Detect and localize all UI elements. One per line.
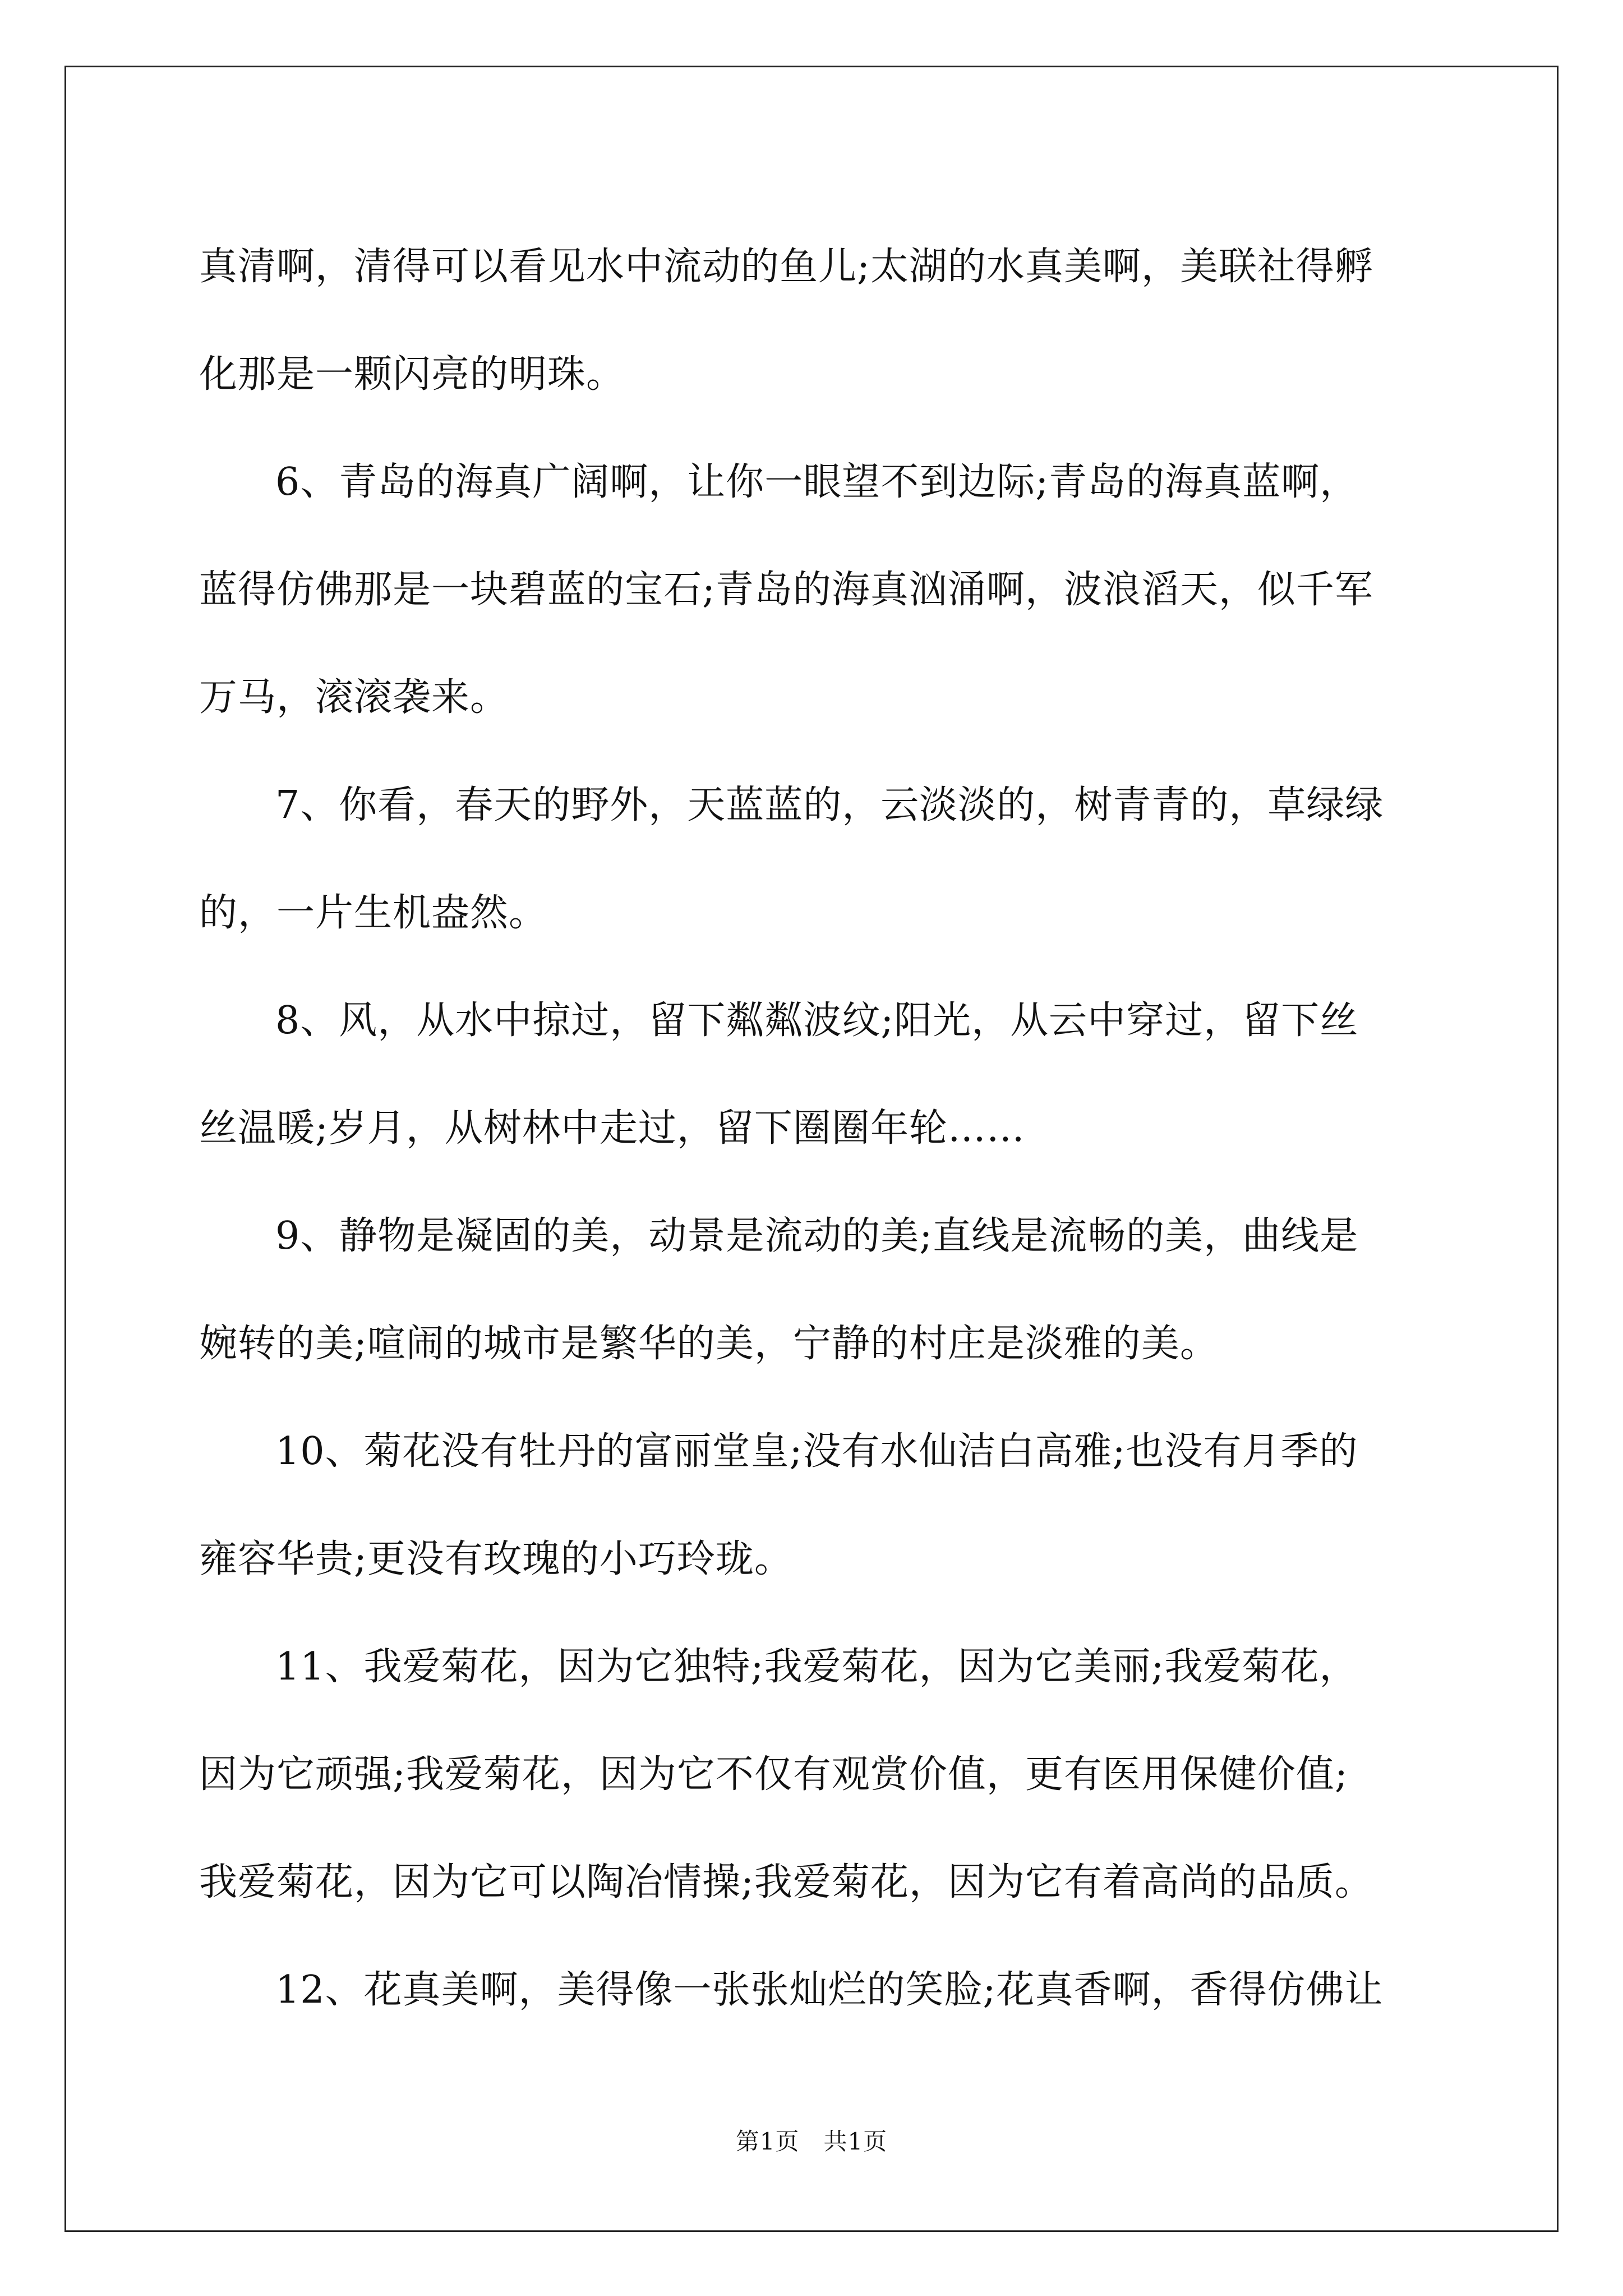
paragraph-10-start: 10、菊花没有牡丹的富丽堂皇;没有水仙洁白高雅;也没有月季的 <box>275 1429 1358 1474</box>
text-line: 的，一片生机盎然。 <box>199 891 548 935</box>
page-footer: 第1页 共1页 <box>735 2128 888 2155</box>
text-line: 我爱菊花，因为它可以陶冶情操;我爱菊花，因为它有着高尚的品质。 <box>199 1860 1373 1904</box>
paragraph-6-start: 6、青岛的海真广阔啊，让你一眼望不到边际;青岛的海真蓝啊， <box>275 460 1359 504</box>
paragraph-11-start: 11、我爱菊花，因为它独特;我爱菊花，因为它美丽;我爱菊花， <box>275 1645 1358 1689</box>
paragraph-8-start: 8、风，从水中掠过，留下粼粼波纹;阳光，从云中穿过，留下丝 <box>275 999 1359 1043</box>
paragraph-7-start: 7、你看，春天的野外，天蓝蓝的，云淡淡的，树青青的，草绿绿 <box>275 783 1384 827</box>
text-line: 真清啊，清得可以看见水中流动的鱼儿;太湖的水真美啊，美联社得孵 <box>199 245 1373 289</box>
text-line: 婉转的美;喧闹的城市是繁华的美，宁静的村庄是淡雅的美。 <box>199 1322 1219 1366</box>
text-line: 丝温暖;岁月，从树林中走过，留下圈圈年轮…… <box>199 1106 1025 1151</box>
text-line: 雍容华贵;更没有玫瑰的小巧玲珑。 <box>199 1537 793 1581</box>
paragraph-12-start: 12、花真美啊，美得像一张张灿烂的笑脸;花真香啊，香得仿佛让 <box>275 1968 1384 2012</box>
paragraph-9-start: 9、静物是凝固的美，动景是流动的美;直线是流畅的美，曲线是 <box>275 1214 1359 1258</box>
text-line: 蓝得仿佛那是一块碧蓝的宝石;青岛的海真汹涌啊，波浪滔天，似千军 <box>199 568 1373 612</box>
document-body <box>199 213 1436 2044</box>
text-line: 因为它顽强;我爱菊花，因为它不仅有观赏价值，更有医用保健价值; <box>199 1752 1348 1797</box>
text-line: 化那是一颗闪亮的明珠。 <box>199 352 625 397</box>
text-line: 万马，滚滚袭来。 <box>199 675 509 720</box>
